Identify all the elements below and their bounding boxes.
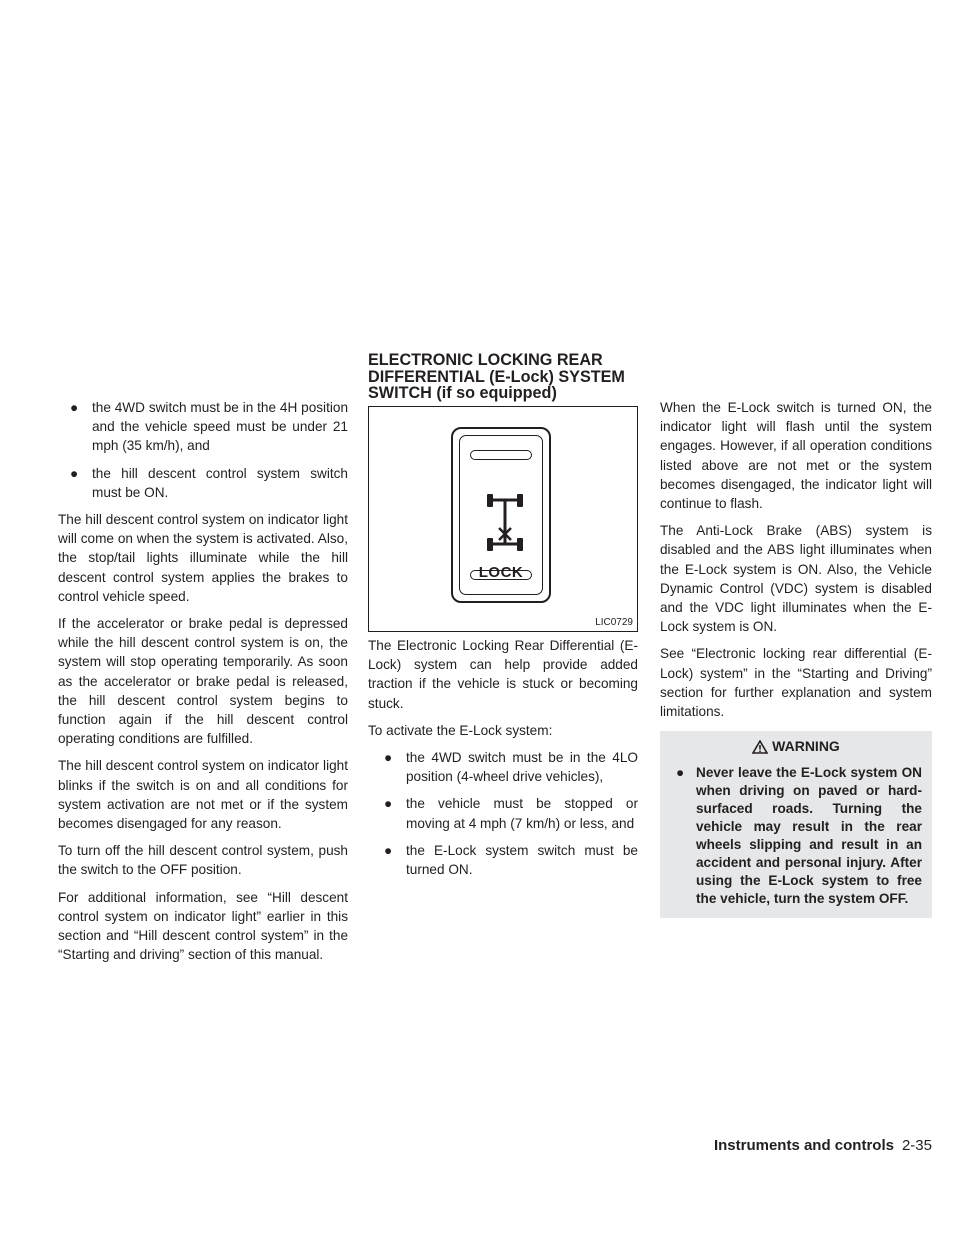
list-item-text: the 4WD switch must be in the 4H position and the vehicle speed must be under 21 mph (35 km/h), and <box>92 400 348 454</box>
page-number: 2-35 <box>901 1137 932 1154</box>
list-item-text: the vehicle must be stopped or moving at 4 mph (7 km/h) or less, and <box>406 796 638 831</box>
paragraph: The Anti-Lock Brake (ABS) system is disabled and the ABS light illuminates when the E-Lock system is ON. Also, the Vehicle Dynamic Control (VDC) system is disabled and the VDC light illuminates when the E-Lock system is ON. <box>660 523 932 635</box>
warning-triangle-icon <box>752 740 768 754</box>
bullet-icon: ● <box>676 765 685 781</box>
axle-lock-icon <box>485 494 525 560</box>
paragraph: The hill descent control system on indicator light will come on when the system is activated. Also, the stop/tail lights illuminate while the hill descent control system applies the brakes to control vehicle speed. <box>58 512 348 604</box>
figure-code: LIC0729 <box>595 617 633 628</box>
list-item <box>58 398 348 456</box>
heading-line-3: SWITCH (if so equipped) <box>368 384 557 402</box>
section-heading <box>368 352 668 402</box>
footer-section-title: Instruments and controls <box>713 1137 894 1154</box>
left-column <box>58 398 348 972</box>
paragraph: See “Electronic locking rear differential (E-Lock) system” in the “Starting and Driving” section for further explanation and system limitations. <box>660 646 932 720</box>
elock-switch-figure <box>368 406 638 632</box>
switch-slot-bottom <box>470 570 532 580</box>
bullet-icon: ● <box>70 400 79 415</box>
heading-line-1: ELECTRONIC LOCKING REAR <box>368 351 603 369</box>
warning-title <box>670 737 922 756</box>
bullet-icon: ● <box>384 842 393 858</box>
list-item <box>58 464 348 502</box>
list-item <box>368 841 638 879</box>
page-footer <box>714 1137 932 1154</box>
warning-item <box>670 764 922 908</box>
bullet-icon: ● <box>384 750 393 766</box>
paragraph: The hill descent control system on indicator light blinks if the switch is on and all conditions for system activation are not met or if the system becomes disengaged for any reason. <box>58 758 348 832</box>
bullet-icon: ● <box>384 796 393 812</box>
paragraph: The Electronic Locking Rear Differential (E-Lock) system can help provide added traction if the vehicle is stuck or becoming stuck. <box>368 638 638 711</box>
list-item <box>368 794 638 832</box>
paragraph: When the E-Lock switch is turned ON, the indicator light will flash until the system engages. However, if all operation conditions listed above are not met or the system becomes disengaged, the indicator light will continue to flash. <box>660 400 932 512</box>
paragraph: To turn off the hill descent control system, push the switch to the OFF position. <box>58 843 348 878</box>
switch-slot-top <box>470 450 532 460</box>
warning-box <box>660 731 932 918</box>
lock-label: LOCK <box>478 564 524 581</box>
bullet-icon: ● <box>70 465 79 481</box>
list-item-text: the E-Lock system switch must be turned ON. <box>406 842 638 878</box>
switch-face <box>459 435 543 595</box>
paragraph: For additional information, see “Hill descent control system on indicator light” earlier in this section and “Hill descent control system” in the “Starting and driving” section of this manual. <box>58 889 348 963</box>
paragraph: If the accelerator or brake pedal is depressed while the hill descent control system is on, the system will stop operating temporarily. As soon as the accelerator or brake pedal is released, the hill descent control system begins to function again if the hill descent control operating conditions are fulfilled. <box>58 616 348 747</box>
right-column <box>660 398 932 918</box>
elock-switch-icon <box>451 427 551 603</box>
middle-column <box>368 636 638 887</box>
list-item-text: the hill descent control system switch must be ON. <box>92 465 348 500</box>
list-item <box>368 748 638 786</box>
warning-item-text: Never leave the E-Lock system ON when driving on paved or hard-surfaced roads. Turning the vehicle may result in the rear wheels slipping and result in an accident and personal injury. After using the E-Lock system to free the vehicle, turn the system OFF. <box>696 765 922 907</box>
paragraph: To activate the E-Lock system: <box>368 722 553 738</box>
warning-title-text: WARNING <box>772 738 840 755</box>
list-item-text: the 4WD switch must be in the 4LO position (4-wheel drive vehicles), <box>406 750 638 785</box>
heading-line-2: DIFFERENTIAL (E-Lock) SYSTEM <box>368 367 625 386</box>
